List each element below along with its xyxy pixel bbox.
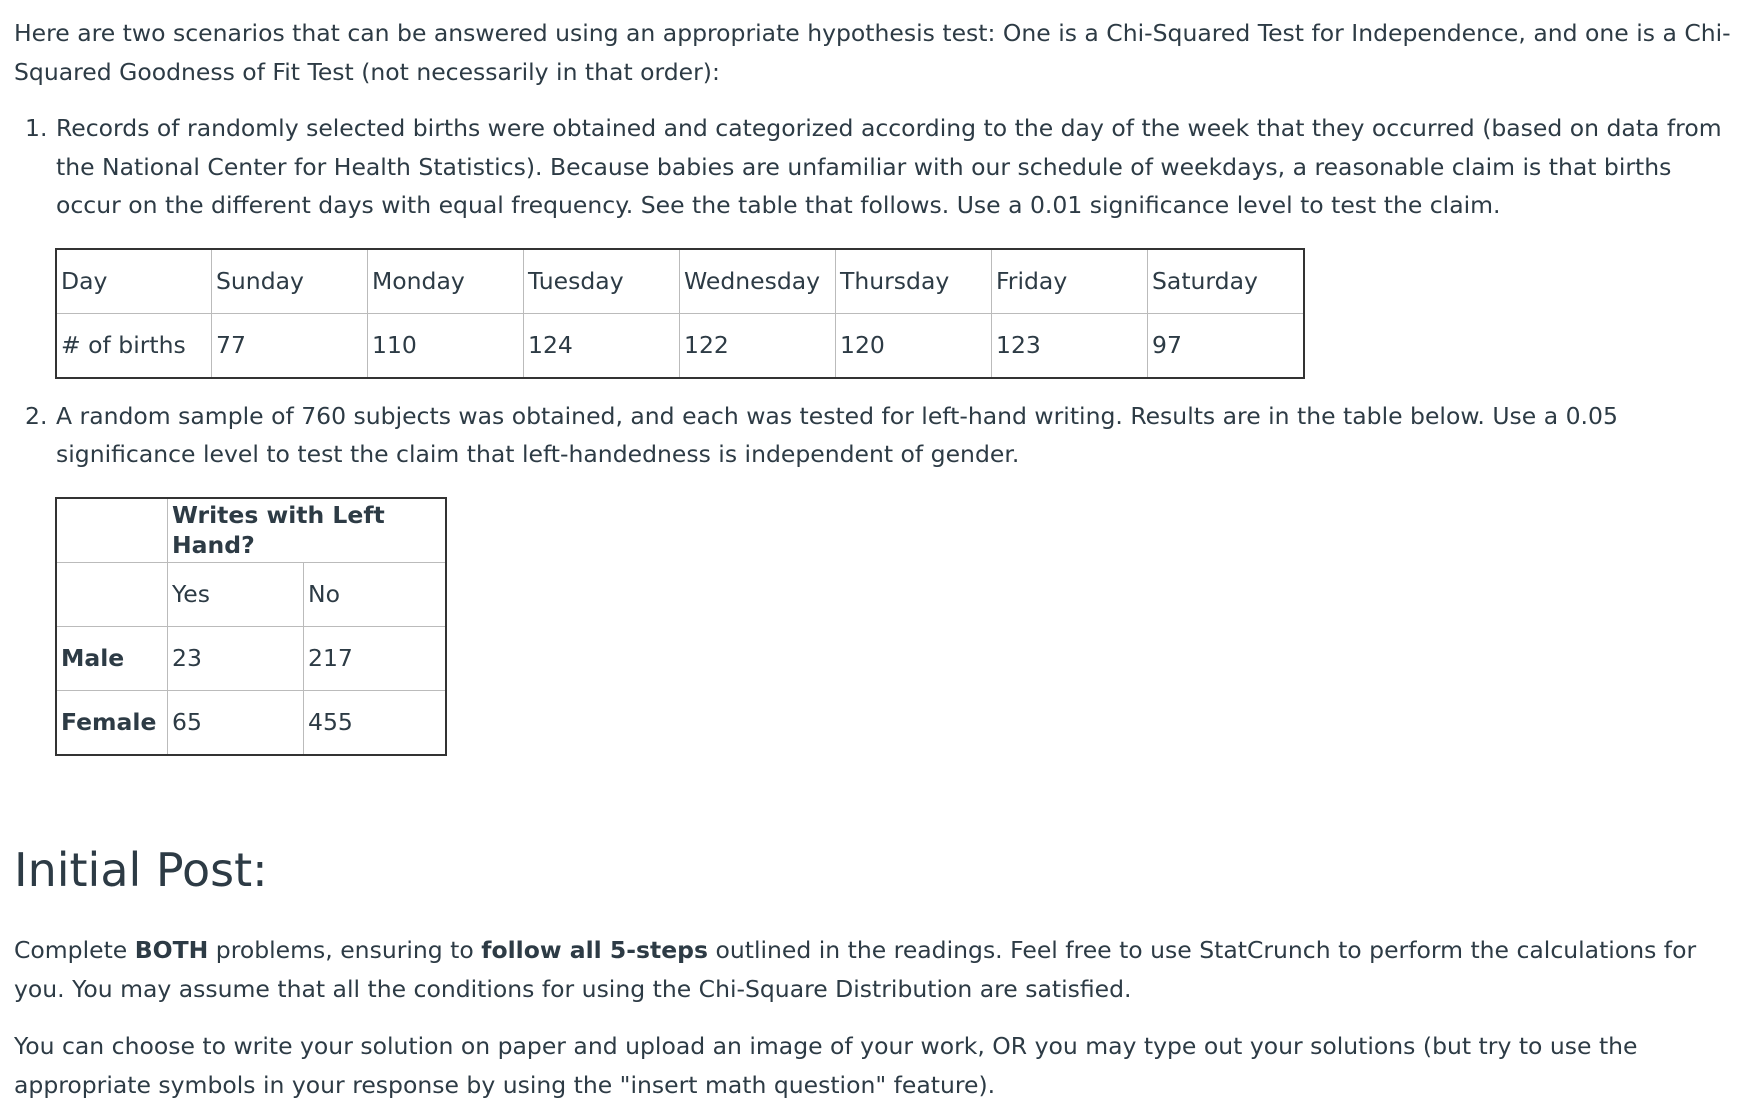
table-row — [56, 498, 446, 563]
table-cell: 122 — [680, 313, 836, 378]
table-row — [56, 562, 446, 626]
table-cell: Male — [56, 626, 168, 690]
table-cell: 217 — [304, 626, 447, 690]
text-span: problems, ensuring to — [208, 936, 482, 964]
table-row — [56, 690, 446, 755]
table-cell: Yes — [168, 562, 304, 626]
table-cell: Thursday — [836, 249, 992, 314]
scenario-number: 2. — [25, 401, 48, 430]
table-cell: 110 — [368, 313, 524, 378]
table-cell: 120 — [836, 313, 992, 378]
emphasis-text: follow all 5-steps — [481, 936, 708, 964]
scenario-text: Records of randomly selected births were obtained and categorized according to the day of the week that they occurred (based on data from the National Center for Health Statistics). Because babies are unfamiliar with our schedule of weekdays, a reasonable claim is that births occur on the different days with equal frequency. See the table that follows. Use a 0.01 significance level to test the claim. — [56, 114, 1722, 219]
table-cell: 124 — [524, 313, 680, 378]
table-cell — [56, 498, 168, 563]
table-cell: 77 — [212, 313, 368, 378]
table-cell: Tuesday — [524, 249, 680, 314]
scenario-text: A random sample of 760 subjects was obtained, and each was tested for left-hand writing. Results are in the table below. Use a 0.05 significance level to test the claim that left-handedness is independent of gender. — [56, 401, 1618, 468]
table-cell: # of births — [56, 313, 212, 378]
table-row — [56, 626, 446, 690]
submission-paragraph: You can choose to write your solution on paper and upload an image of your work, OR you may type out your solutions (but try to use the appropriate symbols in your response by using the "insert math question" feature). — [14, 1032, 1638, 1099]
table-row — [56, 249, 1304, 314]
table-cell: 123 — [992, 313, 1148, 378]
table-cell: Monday — [368, 249, 524, 314]
table-header: Writes with Left Hand? — [168, 498, 447, 563]
table-cell: Friday — [992, 249, 1148, 314]
table-cell — [56, 562, 168, 626]
emphasis-text: BOTH — [134, 936, 209, 964]
table-cell: Wednesday — [680, 249, 836, 314]
scenario-item — [0, 109, 1736, 379]
handedness-table — [55, 497, 447, 756]
scenario-number: 1. — [25, 114, 48, 142]
table-cell: 97 — [1148, 313, 1305, 378]
table-cell: 455 — [304, 690, 447, 755]
table-cell: Day — [56, 249, 212, 314]
scenario-list — [0, 109, 1746, 756]
table-row — [56, 313, 1304, 378]
table-cell: Saturday — [1148, 249, 1305, 314]
text-span: Complete — [14, 936, 135, 964]
text-span: outlined in the readings. Feel free to use StatCrunch to perform the calculations for you. You may assume that all the conditions for using the Chi-Square Distribution are satisfied. — [14, 936, 1697, 1003]
table-cell: No — [304, 562, 447, 626]
table-cell: Sunday — [212, 249, 368, 314]
initial-post-heading: Initial Post: — [14, 843, 268, 897]
intro-paragraph: Here are two scenarios that can be answered using an appropriate hypothesis test: One is a Chi-Squared Test for Independence, and one is a Chi-Squared Goodness of Fit Test (not necessarily in that order): — [14, 19, 1731, 86]
scenario-item — [0, 397, 1736, 756]
table-cell: 23 — [168, 626, 304, 690]
instructions-paragraph — [14, 931, 1744, 1008]
table-cell: Female — [56, 690, 168, 755]
births-table — [55, 248, 1305, 379]
table-cell: 65 — [168, 690, 304, 755]
